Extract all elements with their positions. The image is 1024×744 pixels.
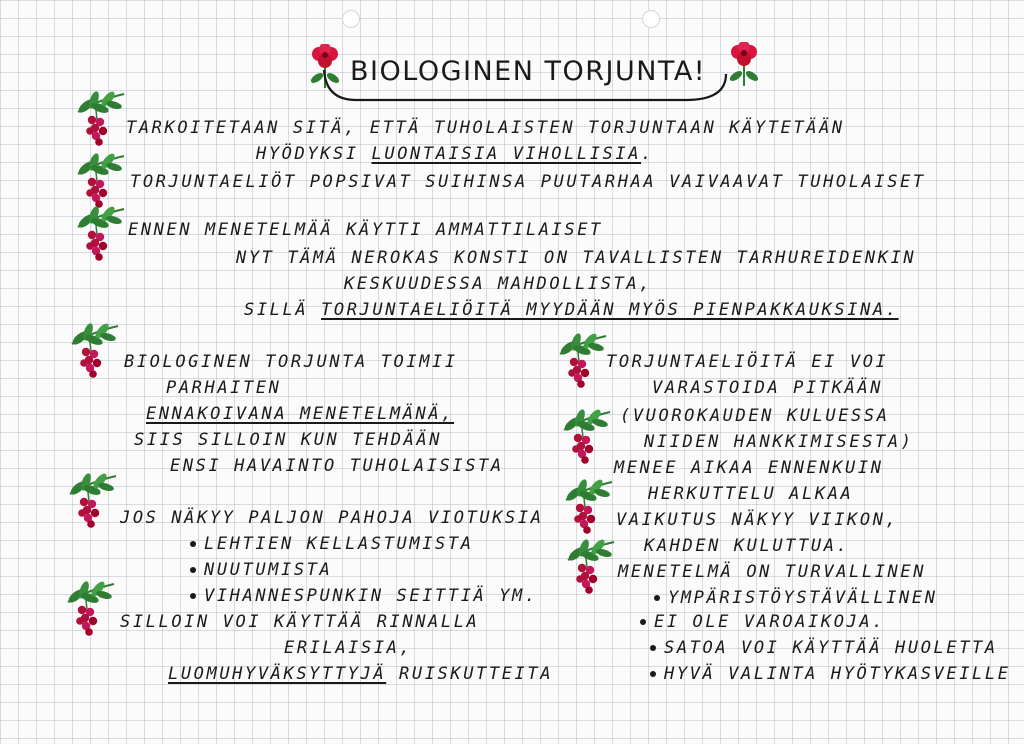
intro-line-1: TARKOITETAAN SITÄ, ETTÄ TUHOLAISTEN TORJUNTAAN KÄYTETÄÄN [126,118,845,138]
store-line-1: TORJUNTAELIÖITÄ EI VOI [606,352,889,372]
safe-bullet-3-text: SATOA VOI KÄYTTÄÄ HUOLETTA [664,638,998,658]
bullet-dot [190,593,196,599]
berry-branch-icon [72,152,128,210]
spray-organic-approved: LUOMUHYVÄKSYTTYJÄ [168,664,387,684]
safe-bullet-4 [650,664,1011,684]
history-line-3: KESKUUDESSA MAHDOLLISTA, [344,274,653,294]
page-title: BIOLOGINEN TORJUNTA! [350,56,707,87]
berry-branch-icon [72,90,128,148]
safe-line: MENETELMÄ ON TURVALLINEN [618,562,927,582]
binder-hole-left [342,10,360,28]
safe-bullet-2 [640,612,885,632]
best-line-1: BIOLOGINEN TORJUNTA TOIMII [124,352,458,372]
bullet-dot [650,645,656,651]
history-small-packages: TORJUNTAELIÖITÄ MYYDÄÄN MYÖS PIENPAKKAUKSINA. [321,300,899,320]
safe-bullet-1 [654,588,938,608]
history-line-1: ENNEN MENETELMÄÄ KÄYTTI AMMATTILAISET [128,220,603,240]
intro-line-3: TORJUNTAELIÖT POPSIVAT SUIHINSA PUUTARHAA VAIVAAVAT TUHOLAISET [130,172,926,192]
effect-line-2: KAHDEN KULUTTUA. [644,536,850,556]
best-line-2: PARHAITEN [166,378,282,398]
bullet-dot [190,567,196,573]
berry-branch-icon [62,580,118,638]
safe-bullet-1-text: YMPÄRISTÖYSTÄVÄLLINEN [668,588,938,608]
damage-line: JOS NÄKYY PALJON PAHOJA VIOTUKSIA [120,508,544,528]
berry-branch-icon [562,538,618,596]
bullet-dot [650,671,656,677]
intro-line-2-pre: HYÖDYKSI [256,144,359,164]
store-line-4: NIIDEN HANKKIMISESTA) [644,432,914,452]
safe-bullet-3 [650,638,998,658]
berry-branch-icon [64,472,120,530]
damage-bullet-3 [190,586,538,606]
time-line-2: HERKUTTELU ALKAA [648,484,854,504]
history-line-2: NYT TÄMÄ NEROKAS KONSTI ON TAVALLISTEN TARHUREIDENKIN [236,248,917,268]
berry-branch-icon [72,205,128,263]
history-line-4 [244,300,899,320]
berry-branch-icon [558,408,614,466]
berry-branch-icon [560,478,616,536]
time-line-1: MENEE AIKAA ENNENKUIN [614,458,884,478]
intro-line-2 [256,144,654,164]
damage-bullet-1-text: LEHTIEN KELLASTUMISTA [204,534,474,554]
damage-bullet-1 [190,534,474,554]
bullet-dot [640,619,646,625]
damage-bullet-2 [190,560,332,580]
spray-line-2: ERILAISIA, [284,638,413,658]
berry-branch-icon [554,332,610,390]
spray-line-1: SILLOIN VOI KÄYTTÄÄ RINNALLA [120,612,480,632]
spray-line-3-post: RUISKUTTEITA [399,664,554,684]
effect-line-1: VAIKUTUS NÄKYY VIIKON, [616,510,899,530]
bullet-dot [654,595,660,601]
spray-line-3 [168,664,553,684]
store-line-2: VARASTOIDA PITKÄÄN [652,378,884,398]
intro-natural-enemies: LUONTAISIA VIHOLLISIA [371,144,642,164]
intro-line-2-post: . [641,144,654,164]
best-line-3: ENNAKOIVANA MENETELMÄNÄ, [146,404,455,424]
safe-bullet-4-text: HYVÄ VALINTA HYÖTYKASVEILLE [664,664,1011,684]
binder-hole-right [642,10,660,28]
damage-bullet-3-text: VIHANNESPUNKIN SEITTIÄ YM. [204,586,538,606]
store-line-3: (VUOROKAUDEN KULUESSA [620,406,890,426]
safe-bullet-2-text: EI OLE VAROAIKOJA. [654,612,886,632]
berry-branch-icon [66,322,122,380]
best-line-5: ENSI HAVAINTO TUHOLAISISTA [170,456,504,476]
damage-bullet-2-text: NUUTUMISTA [204,560,333,580]
best-line-4: SIIS SILLOIN KUN TEHDÄÄN [134,430,443,450]
bullet-dot [190,541,196,547]
history-line-4-pre: SILLÄ [244,300,309,320]
